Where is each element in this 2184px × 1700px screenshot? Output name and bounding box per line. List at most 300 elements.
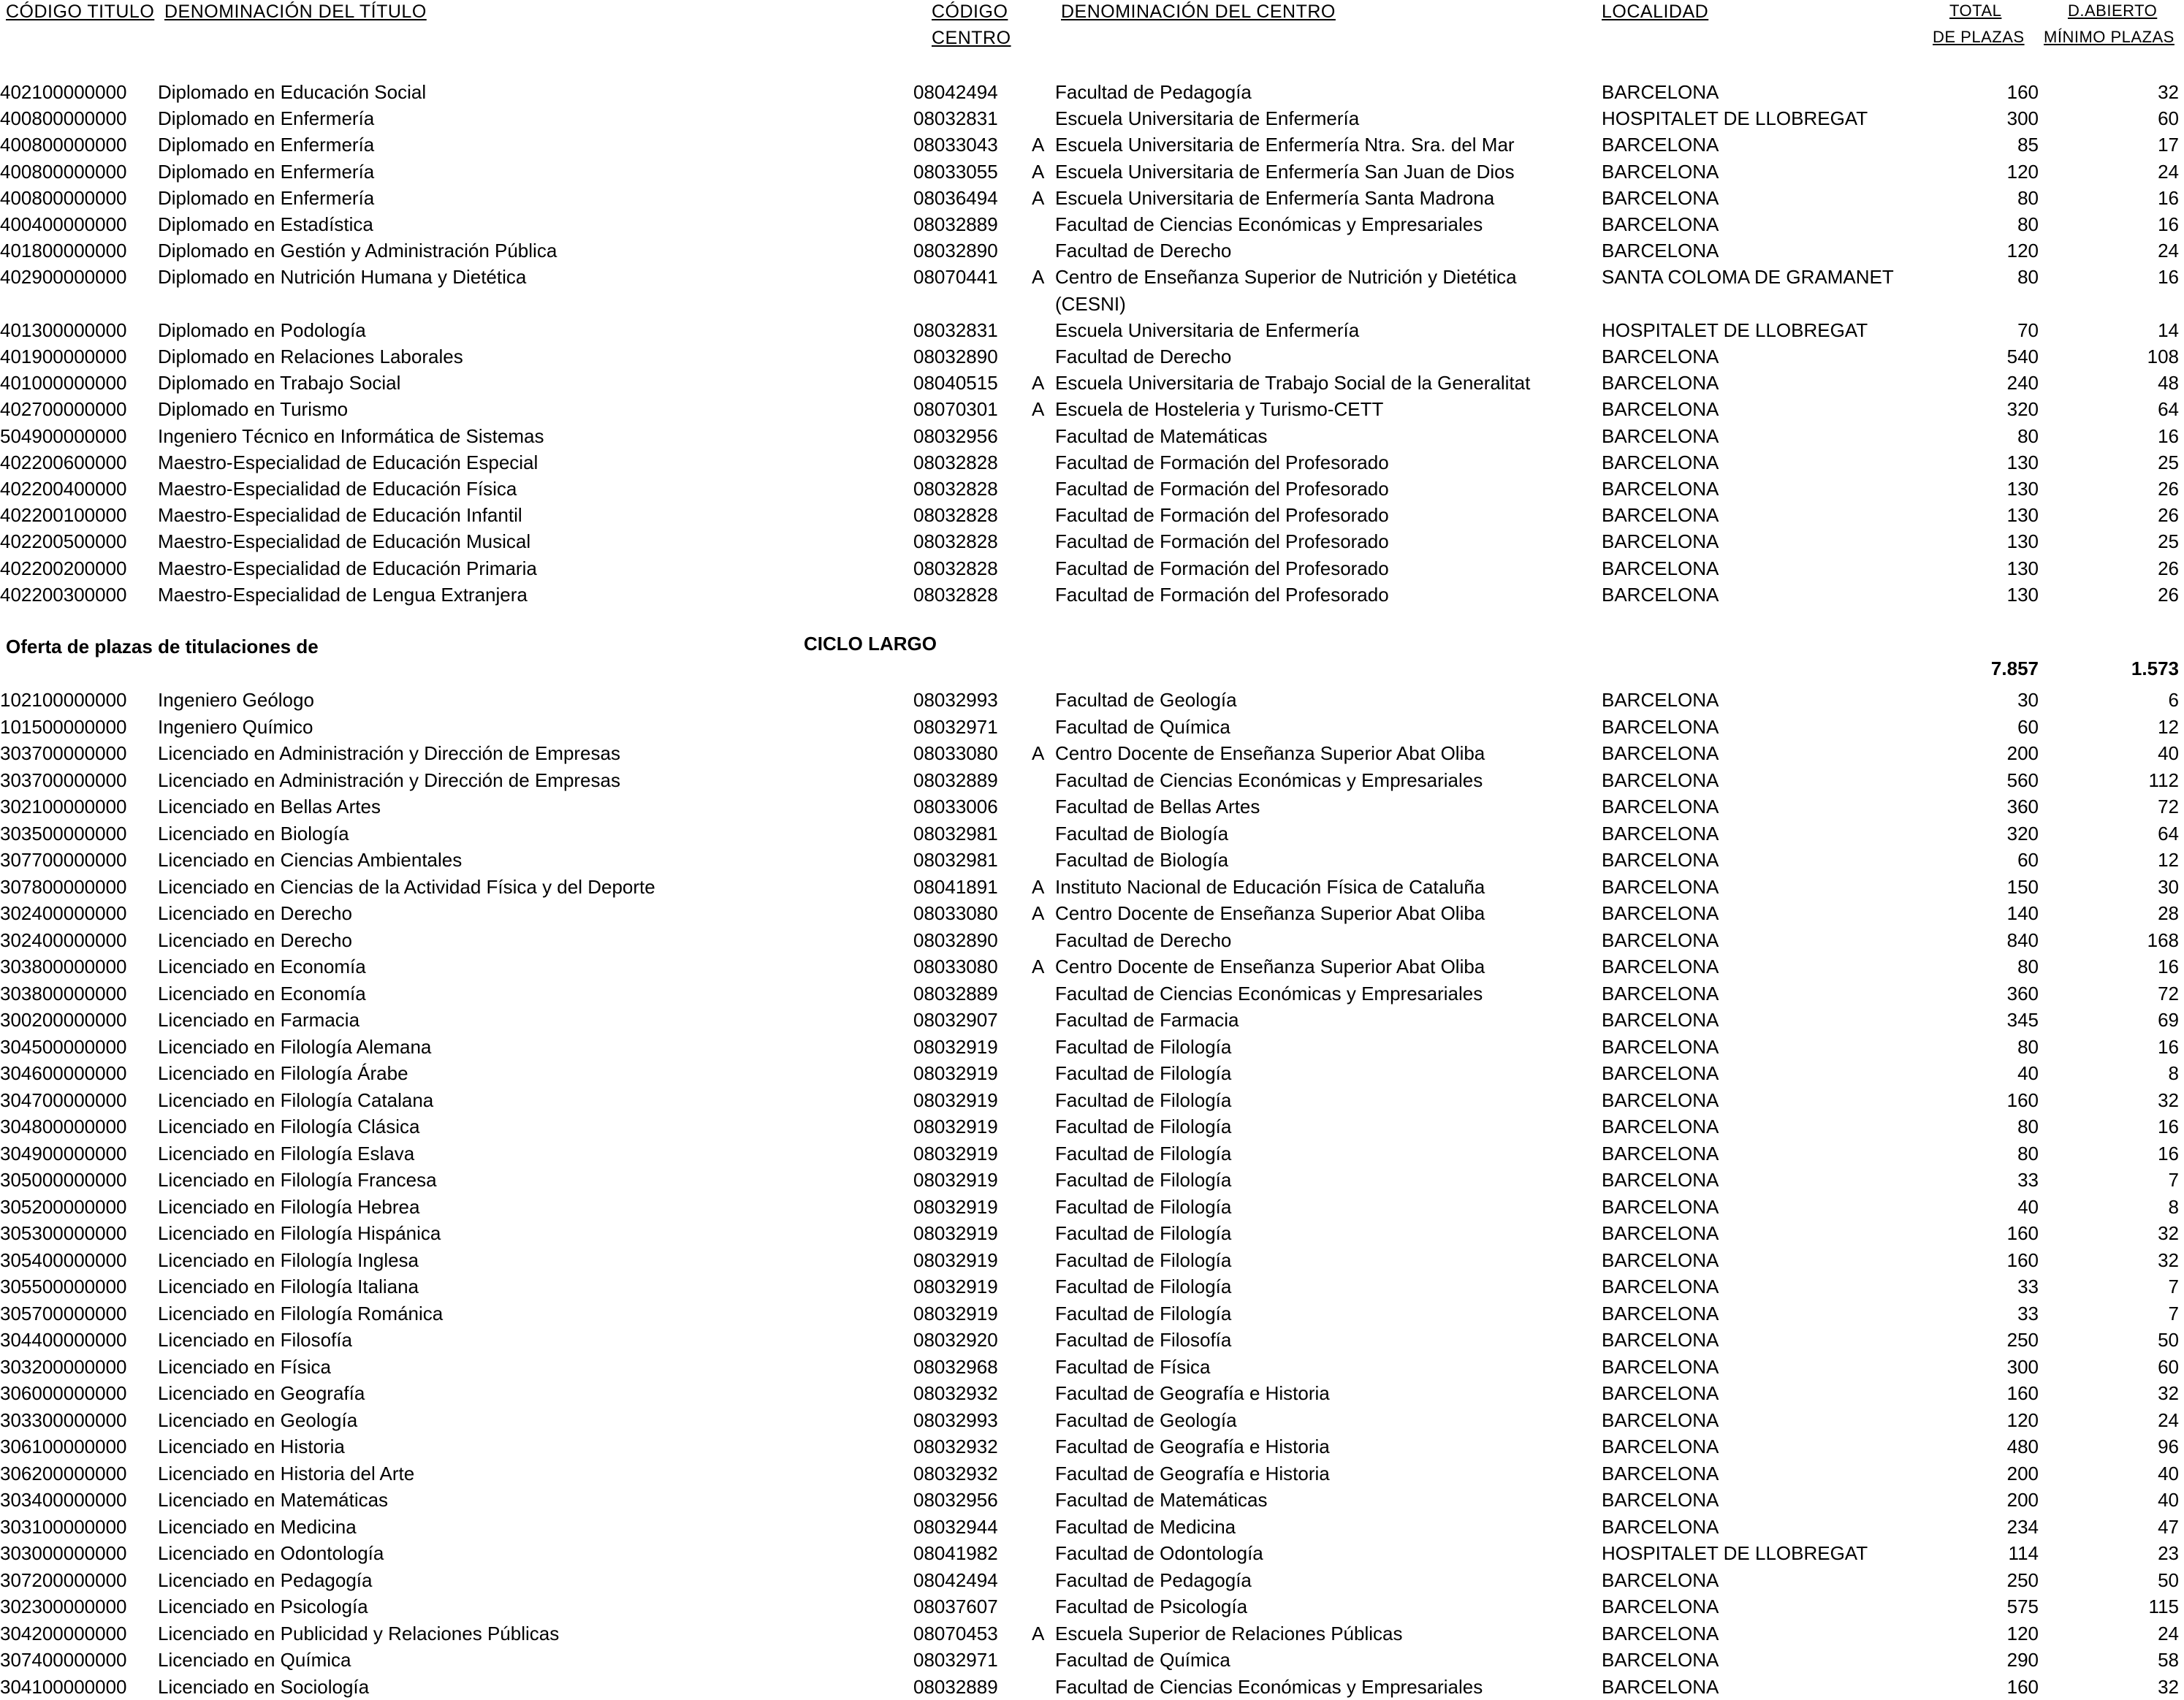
cell-localidad: BARCELONA	[1602, 1169, 1719, 1191]
cell-denominacion-centro: Facultad de Física	[1055, 1355, 1211, 1378]
cell-localidad: BARCELONA	[1602, 186, 1719, 209]
cell-codigo-centro: 08032828	[913, 451, 998, 473]
cell-denominacion-titulo: Licenciado en Economía	[158, 982, 366, 1005]
cell-denominacion-centro: Facultad de Química	[1055, 1649, 1230, 1671]
cell-denominacion-titulo: Diplomado en Enfermería	[158, 107, 375, 130]
cell-codigo-titulo: 303400000000	[0, 1489, 127, 1511]
header-localidad: LOCALIDAD	[1602, 1, 1709, 22]
cell-total-plazas: 33	[2017, 1302, 2039, 1324]
cell-codigo-titulo: 402100000000	[0, 81, 127, 103]
cell-total-plazas: 140	[2006, 902, 2039, 924]
cell-codigo-centro: 08032828	[913, 557, 998, 579]
cell-denominacion-titulo: Licenciado en Derecho	[158, 929, 352, 951]
cell-minimo-plazas: 72	[2158, 982, 2179, 1005]
table-row	[0, 1167, 2184, 1193]
cell-denominacion-titulo: Licenciado en Matemáticas	[158, 1489, 389, 1511]
table-row	[0, 1140, 2184, 1167]
cell-codigo-titulo: 400800000000	[0, 107, 127, 130]
cell-localidad: BARCELONA	[1602, 689, 1719, 711]
cell-total-plazas: 200	[2006, 1489, 2039, 1511]
cell-localidad: BARCELONA	[1602, 1009, 1719, 1031]
cell-codigo-titulo: 303800000000	[0, 982, 127, 1005]
table-row	[0, 1220, 2184, 1246]
section-cycle: CICLO LARGO	[804, 633, 937, 655]
cell-localidad: BARCELONA	[1602, 1142, 1719, 1165]
cell-minimo-plazas: 16	[2158, 266, 2179, 289]
cell-denominacion-centro: Facultad de Ciencias Económicas y Empresariales	[1055, 213, 1483, 235]
table-row	[0, 793, 2184, 820]
cell-codigo-centro: 08032828	[913, 583, 998, 606]
cell-total-plazas: 80	[2017, 186, 2039, 209]
cell-codigo-titulo: 303800000000	[0, 956, 127, 977]
cell-localidad: BARCELONA	[1602, 478, 1719, 500]
cell-denominacion-titulo: Ingeniero Técnico en Informática de Sistemas	[158, 424, 544, 447]
cell-codigo-titulo: 400800000000	[0, 134, 127, 156]
cell-denominacion-titulo: Maestro-Especialidad de Educación Especial	[158, 451, 539, 473]
cell-denominacion-titulo: Licenciado en Historia del Arte	[158, 1462, 415, 1484]
cell-codigo-centro: 08070441	[913, 266, 998, 289]
table-row	[0, 1194, 2184, 1220]
table-row	[0, 211, 2184, 237]
cell-codigo-titulo: 306100000000	[0, 1436, 127, 1457]
table-row	[0, 1300, 2184, 1327]
table-row	[0, 317, 2184, 343]
cell-denominacion-titulo: Licenciado en Economía	[158, 956, 366, 977]
cell-codigo-titulo: 305400000000	[0, 1249, 127, 1271]
cell-total-plazas: 33	[2017, 1276, 2039, 1297]
cell-localidad: BARCELONA	[1602, 1489, 1719, 1511]
table-row	[0, 1060, 2184, 1086]
cell-denominacion-titulo: Licenciado en Ciencias de la Actividad Física y del Deporte	[158, 875, 655, 898]
cell-denominacion-centro: Facultad de Formación del Profesorado	[1055, 478, 1389, 500]
cell-codigo-titulo: 402200200000	[0, 557, 127, 579]
table-row	[0, 1380, 2184, 1406]
cell-localidad: BARCELONA	[1602, 875, 1719, 898]
cell-denominacion-centro: Facultad de Filología	[1055, 1169, 1232, 1191]
cell-minimo-plazas: 6	[2168, 689, 2179, 711]
cell-codigo-titulo: 307700000000	[0, 849, 127, 871]
cell-denominacion-titulo: Diplomado en Gestión y Administración Pública	[158, 240, 558, 262]
cell-denominacion-centro: Centro de Enseñanza Superior de Nutrición y Dietética	[1055, 266, 1517, 289]
cell-minimo-plazas: 24	[2158, 160, 2179, 183]
cell-total-plazas: 160	[2006, 1222, 2039, 1244]
cell-codigo-centro: 08033006	[913, 796, 998, 817]
cell-denominacion-centro: Facultad de Medicina	[1055, 1515, 1236, 1538]
cell-indicator: A	[1032, 398, 1045, 421]
cell-denominacion-titulo: Maestro-Especialidad de Educación Musical	[158, 530, 531, 553]
table-row	[0, 1007, 2184, 1033]
cell-total-plazas: 60	[2017, 849, 2039, 871]
cell-total-plazas: 130	[2006, 478, 2039, 500]
cell-total-plazas: 85	[2017, 134, 2039, 156]
table-row	[0, 185, 2184, 211]
cell-denominacion-centro: Facultad de Formación del Profesorado	[1055, 504, 1389, 527]
cell-codigo-centro: 08032944	[913, 1515, 998, 1538]
cell-denominacion-centro: Facultad de Filología	[1055, 1249, 1232, 1271]
cell-minimo-plazas: 26	[2158, 557, 2179, 579]
cell-total-plazas: 345	[2006, 1009, 2039, 1031]
cell-codigo-centro: 08032919	[913, 1195, 998, 1218]
cell-total-plazas: 80	[2017, 213, 2039, 235]
cell-minimo-plazas: 16	[2158, 1035, 2179, 1058]
cell-total-plazas: 120	[2006, 240, 2039, 262]
cell-denominacion-titulo: Diplomado en Enfermería	[158, 160, 375, 183]
cell-indicator: A	[1032, 134, 1045, 156]
table-row	[0, 953, 2184, 980]
cell-codigo-centro: 08032956	[913, 424, 998, 447]
cell-denominacion-centro: Facultad de Derecho	[1055, 929, 1232, 951]
cell-localidad: BARCELONA	[1602, 504, 1719, 527]
cell-total-plazas: 320	[2006, 398, 2039, 421]
cell-minimo-plazas: 7	[2168, 1169, 2179, 1191]
cell-localidad: BARCELONA	[1602, 1276, 1719, 1297]
cell-localidad: BARCELONA	[1602, 1089, 1719, 1111]
cell-localidad: BARCELONA	[1602, 1409, 1719, 1431]
cell-minimo-plazas: 24	[2158, 1622, 2179, 1644]
cell-indicator: A	[1032, 742, 1045, 764]
header-denominacion-centro: DENOMINACIÓN DEL CENTRO	[1061, 1, 1336, 22]
cell-minimo-plazas: 64	[2158, 822, 2179, 845]
cell-localidad: BARCELONA	[1602, 1302, 1719, 1324]
cell-codigo-titulo: 402900000000	[0, 266, 127, 289]
cell-denominacion-titulo: Licenciado en Filología Inglesa	[158, 1249, 419, 1271]
cell-minimo-plazas: 28	[2158, 902, 2179, 924]
cell-denominacion-centro: Facultad de Derecho	[1055, 240, 1232, 262]
cell-codigo-titulo: 304500000000	[0, 1035, 127, 1058]
cell-localidad: HOSPITALET DE LLOBREGAT	[1602, 319, 1868, 341]
cell-codigo-centro: 08042494	[913, 81, 998, 103]
cell-minimo-plazas: 25	[2158, 530, 2179, 553]
cell-minimo-plazas: 16	[2158, 213, 2179, 235]
cell-denominacion-centro: Facultad de Psicología	[1055, 1596, 1248, 1617]
cell-denominacion-centro: Facultad de Pedagogía	[1055, 81, 1252, 103]
cell-denominacion-titulo: Licenciado en Filología Hispánica	[158, 1222, 441, 1244]
table-row	[0, 1593, 2184, 1620]
cell-denominacion-titulo: Licenciado en Filología Eslava	[158, 1142, 415, 1165]
cell-indicator: A	[1032, 266, 1045, 289]
cell-indicator: A	[1032, 956, 1045, 977]
cell-total-plazas: 120	[2006, 1409, 2039, 1431]
cell-minimo-plazas: 50	[2158, 1329, 2179, 1351]
cell-total-plazas: 160	[2006, 1249, 2039, 1271]
table-row	[0, 687, 2184, 713]
cell-localidad: BARCELONA	[1602, 1222, 1719, 1244]
cell-minimo-plazas: 30	[2158, 875, 2179, 898]
cell-codigo-titulo: 303500000000	[0, 822, 127, 845]
cell-codigo-titulo: 303000000000	[0, 1542, 127, 1564]
cell-denominacion-centro: Escuela Universitaria de Enfermería Santa Madrona	[1055, 186, 1495, 209]
table-row	[0, 1327, 2184, 1353]
cell-denominacion-titulo: Licenciado en Pedagogía	[158, 1569, 373, 1591]
cell-denominacion-centro: Facultad de Filología	[1055, 1195, 1232, 1218]
cell-denominacion-centro: Facultad de Geografía e Historia	[1055, 1436, 1330, 1457]
cell-codigo-titulo: 400800000000	[0, 186, 127, 209]
cell-denominacion-titulo: Diplomado en Turismo	[158, 398, 349, 421]
cell-codigo-centro: 08032971	[913, 1649, 998, 1671]
cell-codigo-centro: 08032919	[913, 1062, 998, 1084]
cell-localidad: BARCELONA	[1602, 956, 1719, 977]
cell-denominacion-centro: Escuela Universitaria de Enfermería San Juan de Dios	[1055, 160, 1515, 183]
cell-denominacion-titulo: Maestro-Especialidad de Educación Primaria	[158, 557, 537, 579]
table-row	[0, 980, 2184, 1007]
cell-codigo-centro: 08032920	[913, 1329, 998, 1351]
cell-denominacion-titulo: Licenciado en Publicidad y Relaciones Públicas	[158, 1622, 560, 1644]
cell-codigo-titulo: 304900000000	[0, 1142, 127, 1165]
cell-minimo-plazas: 47	[2158, 1515, 2179, 1538]
cell-codigo-centro: 08036494	[913, 186, 998, 209]
section-label: Oferta de plazas de titulaciones de	[6, 636, 319, 657]
cell-minimo-plazas: 26	[2158, 478, 2179, 500]
cell-minimo-plazas: 48	[2158, 372, 2179, 394]
cell-total-plazas: 320	[2006, 822, 2039, 845]
cell-codigo-titulo: 102100000000	[0, 689, 127, 711]
cell-codigo-titulo: 307400000000	[0, 1649, 127, 1671]
cell-codigo-titulo: 400400000000	[0, 213, 127, 235]
cell-denominacion-centro: Facultad de Filología	[1055, 1035, 1232, 1058]
cell-codigo-titulo: 304600000000	[0, 1062, 127, 1084]
cell-total-plazas: 130	[2006, 451, 2039, 473]
table-row	[0, 1433, 2184, 1460]
cell-codigo-titulo: 305000000000	[0, 1169, 127, 1191]
cell-codigo-titulo: 307200000000	[0, 1569, 127, 1591]
cell-localidad: BARCELONA	[1602, 398, 1719, 421]
cell-denominacion-centro: Facultad de Farmacia	[1055, 1009, 1239, 1031]
cell-denominacion-titulo: Diplomado en Educación Social	[158, 81, 427, 103]
cell-codigo-centro: 08032981	[913, 849, 998, 871]
cell-total-plazas: 120	[2006, 160, 2039, 183]
table-row	[0, 1247, 2184, 1273]
cell-indicator: A	[1032, 160, 1045, 183]
cell-denominacion-centro: Escuela Universitaria de Enfermería	[1055, 319, 1360, 341]
cell-denominacion-titulo: Licenciado en Administración y Dirección de Empresas	[158, 769, 620, 791]
cell-codigo-centro: 08040515	[913, 372, 998, 394]
table-row	[0, 820, 2184, 847]
cell-codigo-centro: 08032968	[913, 1355, 998, 1378]
cell-codigo-titulo: 304400000000	[0, 1329, 127, 1351]
cell-total-plazas: 200	[2006, 1462, 2039, 1484]
cell-localidad: BARCELONA	[1602, 424, 1719, 447]
cell-localidad: BARCELONA	[1602, 1515, 1719, 1538]
cell-codigo-titulo: 304700000000	[0, 1089, 127, 1111]
cell-minimo-plazas: 14	[2158, 319, 2179, 341]
cell-minimo-plazas: 32	[2158, 1249, 2179, 1271]
cell-codigo-centro: 08032932	[913, 1436, 998, 1457]
cell-denominacion-titulo: Licenciado en Sociología	[158, 1675, 370, 1698]
cell-localidad: BARCELONA	[1602, 742, 1719, 764]
cell-denominacion-centro: Facultad de Matemáticas	[1055, 1489, 1268, 1511]
header-minimo-1: D.ABIERTO	[2068, 1, 2158, 20]
cell-codigo-centro: 08032828	[913, 504, 998, 527]
cell-total-plazas: 33	[2017, 1169, 2039, 1191]
cell-localidad: SANTA COLOMA DE GRAMANET	[1602, 266, 1894, 289]
cell-indicator: A	[1032, 186, 1045, 209]
cell-total-plazas: 130	[2006, 557, 2039, 579]
table-row	[0, 767, 2184, 793]
cell-indicator: A	[1032, 372, 1045, 394]
cell-localidad: BARCELONA	[1602, 372, 1719, 394]
cell-codigo-titulo: 307800000000	[0, 875, 127, 898]
cell-minimo-plazas: 8	[2168, 1062, 2179, 1084]
cell-denominacion-centro: Facultad de Ciencias Económicas y Empresariales	[1055, 982, 1483, 1005]
cell-denominacion-titulo: Licenciado en Derecho	[158, 902, 352, 924]
cell-codigo-titulo: 402200500000	[0, 530, 127, 553]
cell-minimo-plazas: 16	[2158, 956, 2179, 977]
cell-total-plazas: 160	[2006, 1382, 2039, 1404]
cell-codigo-titulo: 401300000000	[0, 319, 127, 341]
cell-denominacion-centro: Facultad de Filología	[1055, 1222, 1232, 1244]
cell-denominacion-titulo: Maestro-Especialidad de Educación Física	[158, 478, 517, 500]
header-total-1: TOTAL	[1949, 1, 2002, 20]
cell-total-plazas: 250	[2006, 1569, 2039, 1591]
cell-indicator: A	[1032, 875, 1045, 898]
cell-total-plazas: 130	[2006, 530, 2039, 553]
table-row	[0, 1647, 2184, 1673]
cell-minimo-plazas: 12	[2158, 849, 2179, 871]
cell-denominacion-centro: Facultad de Derecho	[1055, 346, 1232, 367]
cell-denominacion-titulo: Licenciado en Odontología	[158, 1542, 384, 1564]
cell-minimo-plazas: 26	[2158, 583, 2179, 606]
cell-codigo-centro: 08032971	[913, 715, 998, 738]
cell-denominacion-titulo: Licenciado en Psicología	[158, 1596, 368, 1617]
cell-denominacion-centro: Facultad de Geografía e Historia	[1055, 1462, 1330, 1484]
cell-localidad: BARCELONA	[1602, 213, 1719, 235]
cell-denominacion-centro: Facultad de Filología	[1055, 1062, 1232, 1084]
cell-total-plazas: 80	[2017, 956, 2039, 977]
cell-codigo-centro: 08032831	[913, 107, 998, 130]
table-row	[0, 1113, 2184, 1140]
table-row	[0, 714, 2184, 740]
cell-codigo-titulo: 504900000000	[0, 424, 127, 447]
cell-codigo-titulo: 305300000000	[0, 1222, 127, 1244]
cell-denominacion-titulo: Licenciado en Filología Francesa	[158, 1169, 437, 1191]
cell-localidad: BARCELONA	[1602, 1062, 1719, 1084]
cell-denominacion-centro: Facultad de Filología	[1055, 1302, 1232, 1324]
cell-denominacion-centro: Facultad de Filología	[1055, 1142, 1232, 1165]
cell-denominacion-centro: Centro Docente de Enseñanza Superior Abat Oliba	[1055, 742, 1485, 764]
cell-minimo-plazas: 7	[2168, 1302, 2179, 1324]
cell-total-plazas: 80	[2017, 1035, 2039, 1058]
cell-denominacion-centro: Facultad de Ciencias Económicas y Empresariales	[1055, 769, 1483, 791]
cell-codigo-centro: 08032919	[913, 1222, 998, 1244]
table-row	[0, 264, 2184, 290]
header-codigo-centro-1: CÓDIGO	[932, 1, 1008, 22]
table-row	[0, 237, 2184, 264]
cell-total-plazas: 130	[2006, 583, 2039, 606]
cell-denominacion-titulo: Diplomado en Nutrición Humana y Dietética	[158, 266, 527, 289]
cell-codigo-titulo: 302100000000	[0, 796, 127, 817]
cell-denominacion-titulo: Licenciado en Farmacia	[158, 1009, 360, 1031]
cell-denominacion-centro: Facultad de Filosofía	[1055, 1329, 1232, 1351]
cell-localidad: BARCELONA	[1602, 160, 1719, 183]
cell-total-plazas: 300	[2006, 107, 2039, 130]
cell-minimo-plazas: 72	[2158, 796, 2179, 817]
cell-codigo-titulo: 304800000000	[0, 1116, 127, 1137]
cell-denominacion-centro: Centro Docente de Enseñanza Superior Abat Oliba	[1055, 902, 1485, 924]
cell-denominacion-titulo: Licenciado en Historia	[158, 1436, 345, 1457]
cell-minimo-plazas: 32	[2158, 1222, 2179, 1244]
cell-total-plazas: 290	[2006, 1649, 2039, 1671]
cell-denominacion-titulo: Diplomado en Enfermería	[158, 134, 375, 156]
cell-localidad: BARCELONA	[1602, 1596, 1719, 1617]
table-row	[0, 740, 2184, 766]
header-codigo-titulo: CÓDIGO TITULO	[6, 1, 155, 22]
cell-denominacion-centro: Centro Docente de Enseñanza Superior Abat Oliba	[1055, 956, 1485, 977]
cell-total-plazas: 160	[2006, 81, 2039, 103]
cell-localidad: HOSPITALET DE LLOBREGAT	[1602, 1542, 1868, 1564]
cell-codigo-titulo: 401000000000	[0, 372, 127, 394]
cell-total-plazas: 480	[2006, 1436, 2039, 1457]
cell-total-plazas: 70	[2017, 319, 2039, 341]
cell-localidad: BARCELONA	[1602, 1116, 1719, 1137]
cell-total-plazas: 234	[2006, 1515, 2039, 1538]
section-total-minimo: 1.573	[2131, 657, 2179, 679]
cell-localidad: BARCELONA	[1602, 81, 1719, 103]
cell-localidad: BARCELONA	[1602, 557, 1719, 579]
cell-total-plazas: 540	[2006, 346, 2039, 367]
cell-codigo-titulo: 306200000000	[0, 1462, 127, 1484]
cell-minimo-plazas: 32	[2158, 1675, 2179, 1698]
cell-denominacion-titulo: Licenciado en Administración y Dirección de Empresas	[158, 742, 620, 764]
cell-denominacion-centro: Facultad de Formación del Profesorado	[1055, 530, 1389, 553]
cell-denominacion-titulo: Diplomado en Enfermería	[158, 186, 375, 209]
cell-denominacion-titulo: Licenciado en Bellas Artes	[158, 796, 381, 817]
cell-denominacion-centro: Instituto Nacional de Educación Física de Cataluña	[1055, 875, 1485, 898]
cell-minimo-plazas: 32	[2158, 81, 2179, 103]
cell-total-plazas: 575	[2006, 1596, 2039, 1617]
cell-minimo-plazas: 50	[2158, 1569, 2179, 1591]
cell-localidad: BARCELONA	[1602, 1622, 1719, 1644]
cell-denominacion-titulo: Licenciado en Física	[158, 1355, 332, 1378]
cell-codigo-centro: 08070453	[913, 1622, 998, 1644]
cell-codigo-centro: 08070301	[913, 398, 998, 421]
cell-total-plazas: 360	[2006, 982, 2039, 1005]
cell-localidad: BARCELONA	[1602, 583, 1719, 606]
cell-localidad: BARCELONA	[1602, 1382, 1719, 1404]
cell-localidad: BARCELONA	[1602, 929, 1719, 951]
table-row	[0, 528, 2184, 554]
cell-codigo-titulo: 402200600000	[0, 451, 127, 473]
table-row	[0, 343, 2184, 370]
cell-denominacion-centro: Facultad de Bellas Artes	[1055, 796, 1260, 817]
cell-minimo-plazas: 16	[2158, 1116, 2179, 1137]
cell-total-plazas: 560	[2006, 769, 2039, 791]
cell-codigo-centro: 08032919	[913, 1249, 998, 1271]
cell-codigo-centro: 08032889	[913, 213, 998, 235]
cell-minimo-plazas: 32	[2158, 1382, 2179, 1404]
cell-codigo-titulo: 303200000000	[0, 1355, 127, 1378]
cell-denominacion-titulo: Licenciado en Filología Románica	[158, 1302, 444, 1324]
cell-codigo-titulo: 101500000000	[0, 715, 127, 738]
cell-minimo-plazas: 12	[2158, 715, 2179, 738]
cell-codigo-centro: 08032889	[913, 769, 998, 791]
cell-minimo-plazas: 58	[2158, 1649, 2179, 1671]
cell-total-plazas: 60	[2017, 715, 2039, 738]
table-row	[0, 1514, 2184, 1540]
cell-denominacion-titulo: Licenciado en Filología Catalana	[158, 1089, 434, 1111]
cell-denominacion-centro: Facultad de Formación del Profesorado	[1055, 583, 1389, 606]
cell-codigo-centro: 08041891	[913, 875, 998, 898]
section-total-plazas: 7.857	[1990, 657, 2039, 679]
cell-minimo-plazas: 60	[2158, 107, 2179, 130]
table-row	[0, 1273, 2184, 1300]
cell-denominacion-centro: Facultad de Pedagogía	[1055, 1569, 1252, 1591]
cell-denominacion-titulo: Diplomado en Estadística	[158, 213, 373, 235]
cell-codigo-titulo: 305500000000	[0, 1276, 127, 1297]
cell-minimo-plazas: 24	[2158, 1409, 2179, 1431]
table-row	[0, 159, 2184, 185]
cell-total-plazas: 840	[2006, 929, 2039, 951]
table-row	[0, 1674, 2184, 1700]
